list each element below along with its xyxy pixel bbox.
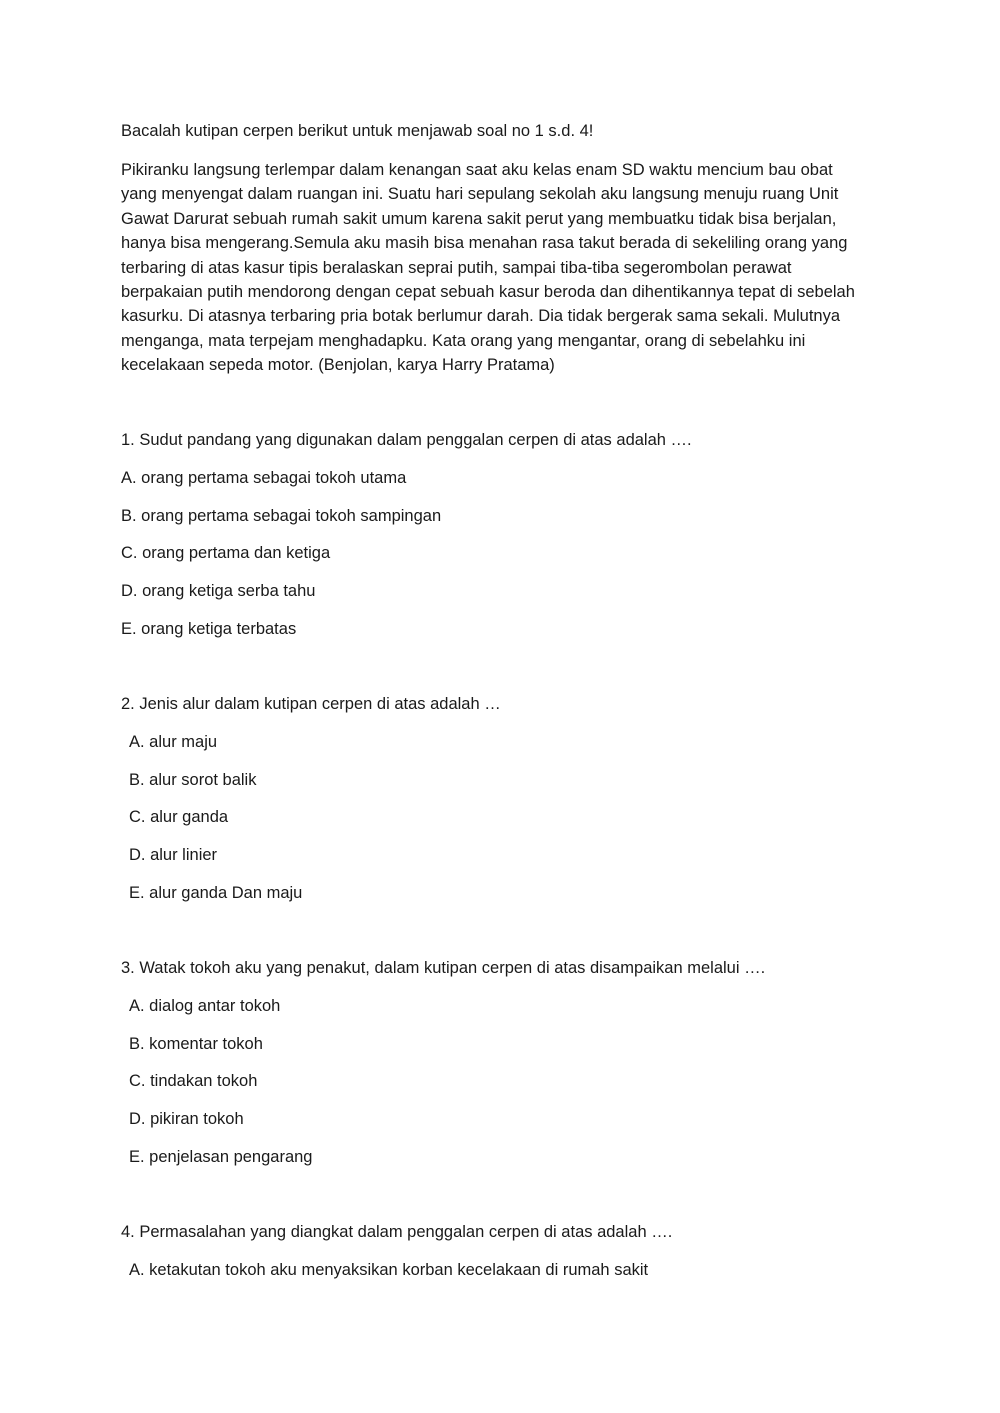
question-1: 1. Sudut pandang yang digunakan dalam penggalan cerpen di atas adalah …. xyxy=(121,431,692,449)
question-4: 4. Permasalahan yang diangkat dalam penggalan cerpen di atas adalah …. xyxy=(121,1223,673,1241)
question-3-option-d[interactable]: D. pikiran tokoh xyxy=(129,1110,244,1128)
question-3-option-a[interactable]: A. dialog antar tokoh xyxy=(129,997,281,1015)
passage-line: berpakaian putih mendorong dengan cepat sebuah kasur beroda dan dihentikannya tepat di sebelah xyxy=(121,282,855,301)
question-1-option-c[interactable]: C. orang pertama dan ketiga xyxy=(121,544,331,562)
question-1-option-b[interactable]: B. orang pertama sebagai tokoh sampingan xyxy=(121,507,442,525)
question-3-option-c[interactable]: C. tindakan tokoh xyxy=(129,1072,258,1090)
question-2-option-c[interactable]: C. alur ganda xyxy=(129,808,229,826)
question-3-option-b[interactable]: B. komentar tokoh xyxy=(129,1035,263,1053)
question-2-option-b[interactable]: B. alur sorot balik xyxy=(129,771,257,789)
question-1-option-d[interactable]: D. orang ketiga serba tahu xyxy=(121,582,316,600)
instruction-text: Bacalah kutipan cerpen berikut untuk menjawab soal no 1 s.d. 4! xyxy=(121,122,594,140)
question-2-option-d[interactable]: D. alur linier xyxy=(129,846,218,864)
passage-line: kecelakaan sepeda motor. (Benjolan, karya Harry Pratama) xyxy=(121,356,555,375)
passage-line: terbaring di atas kasur tipis beralaskan seprai putih, sampai tiba-tiba segerombolan perawat xyxy=(121,258,792,277)
passage-line: Pikiranku langsung terlempar dalam kenangan saat aku kelas enam SD waktu mencium bau obat xyxy=(121,161,833,179)
question-3: 3. Watak tokoh aku yang penakut, dalam kutipan cerpen di atas disampaikan melalui …. xyxy=(121,959,766,977)
passage-line: Gawat Darurat sebuah rumah sakit umum karena sakit perut yang membuatku tidak bisa berjalan, xyxy=(121,209,837,228)
question-1-option-a[interactable]: A. orang pertama sebagai tokoh utama xyxy=(121,469,407,487)
passage-line: kasurku. Di atasnya terbaring pria botak berlumur darah. Dia tidak bergerak sama sekali. Mulutnya xyxy=(121,307,841,326)
question-4-option-a[interactable]: A. ketakutan tokoh aku menyaksikan korban kecelakaan di rumah sakit xyxy=(129,1261,649,1279)
question-2-option-a[interactable]: A. alur maju xyxy=(129,733,218,751)
passage-line: menganga, mata terpejam menghadapku. Kata orang yang mengantar, orang di sebelahku ini xyxy=(121,331,806,350)
passage-line: hanya bisa mengerang.Semula aku masih bisa menahan rasa takut berada di sekeliling orang yang xyxy=(121,234,848,253)
story-passage xyxy=(121,158,891,378)
passage-line: yang menyengat dalam ruangan ini. Suatu hari sepulang sekolah aku langsung menuju ruang Unit xyxy=(121,185,839,204)
question-2: 2. Jenis alur dalam kutipan cerpen di atas adalah … xyxy=(121,695,501,713)
question-2-option-e[interactable]: E. alur ganda Dan maju xyxy=(129,884,303,902)
question-3-option-e[interactable]: E. penjelasan pengarang xyxy=(129,1148,313,1166)
question-1-option-e[interactable]: E. orang ketiga terbatas xyxy=(121,620,297,638)
